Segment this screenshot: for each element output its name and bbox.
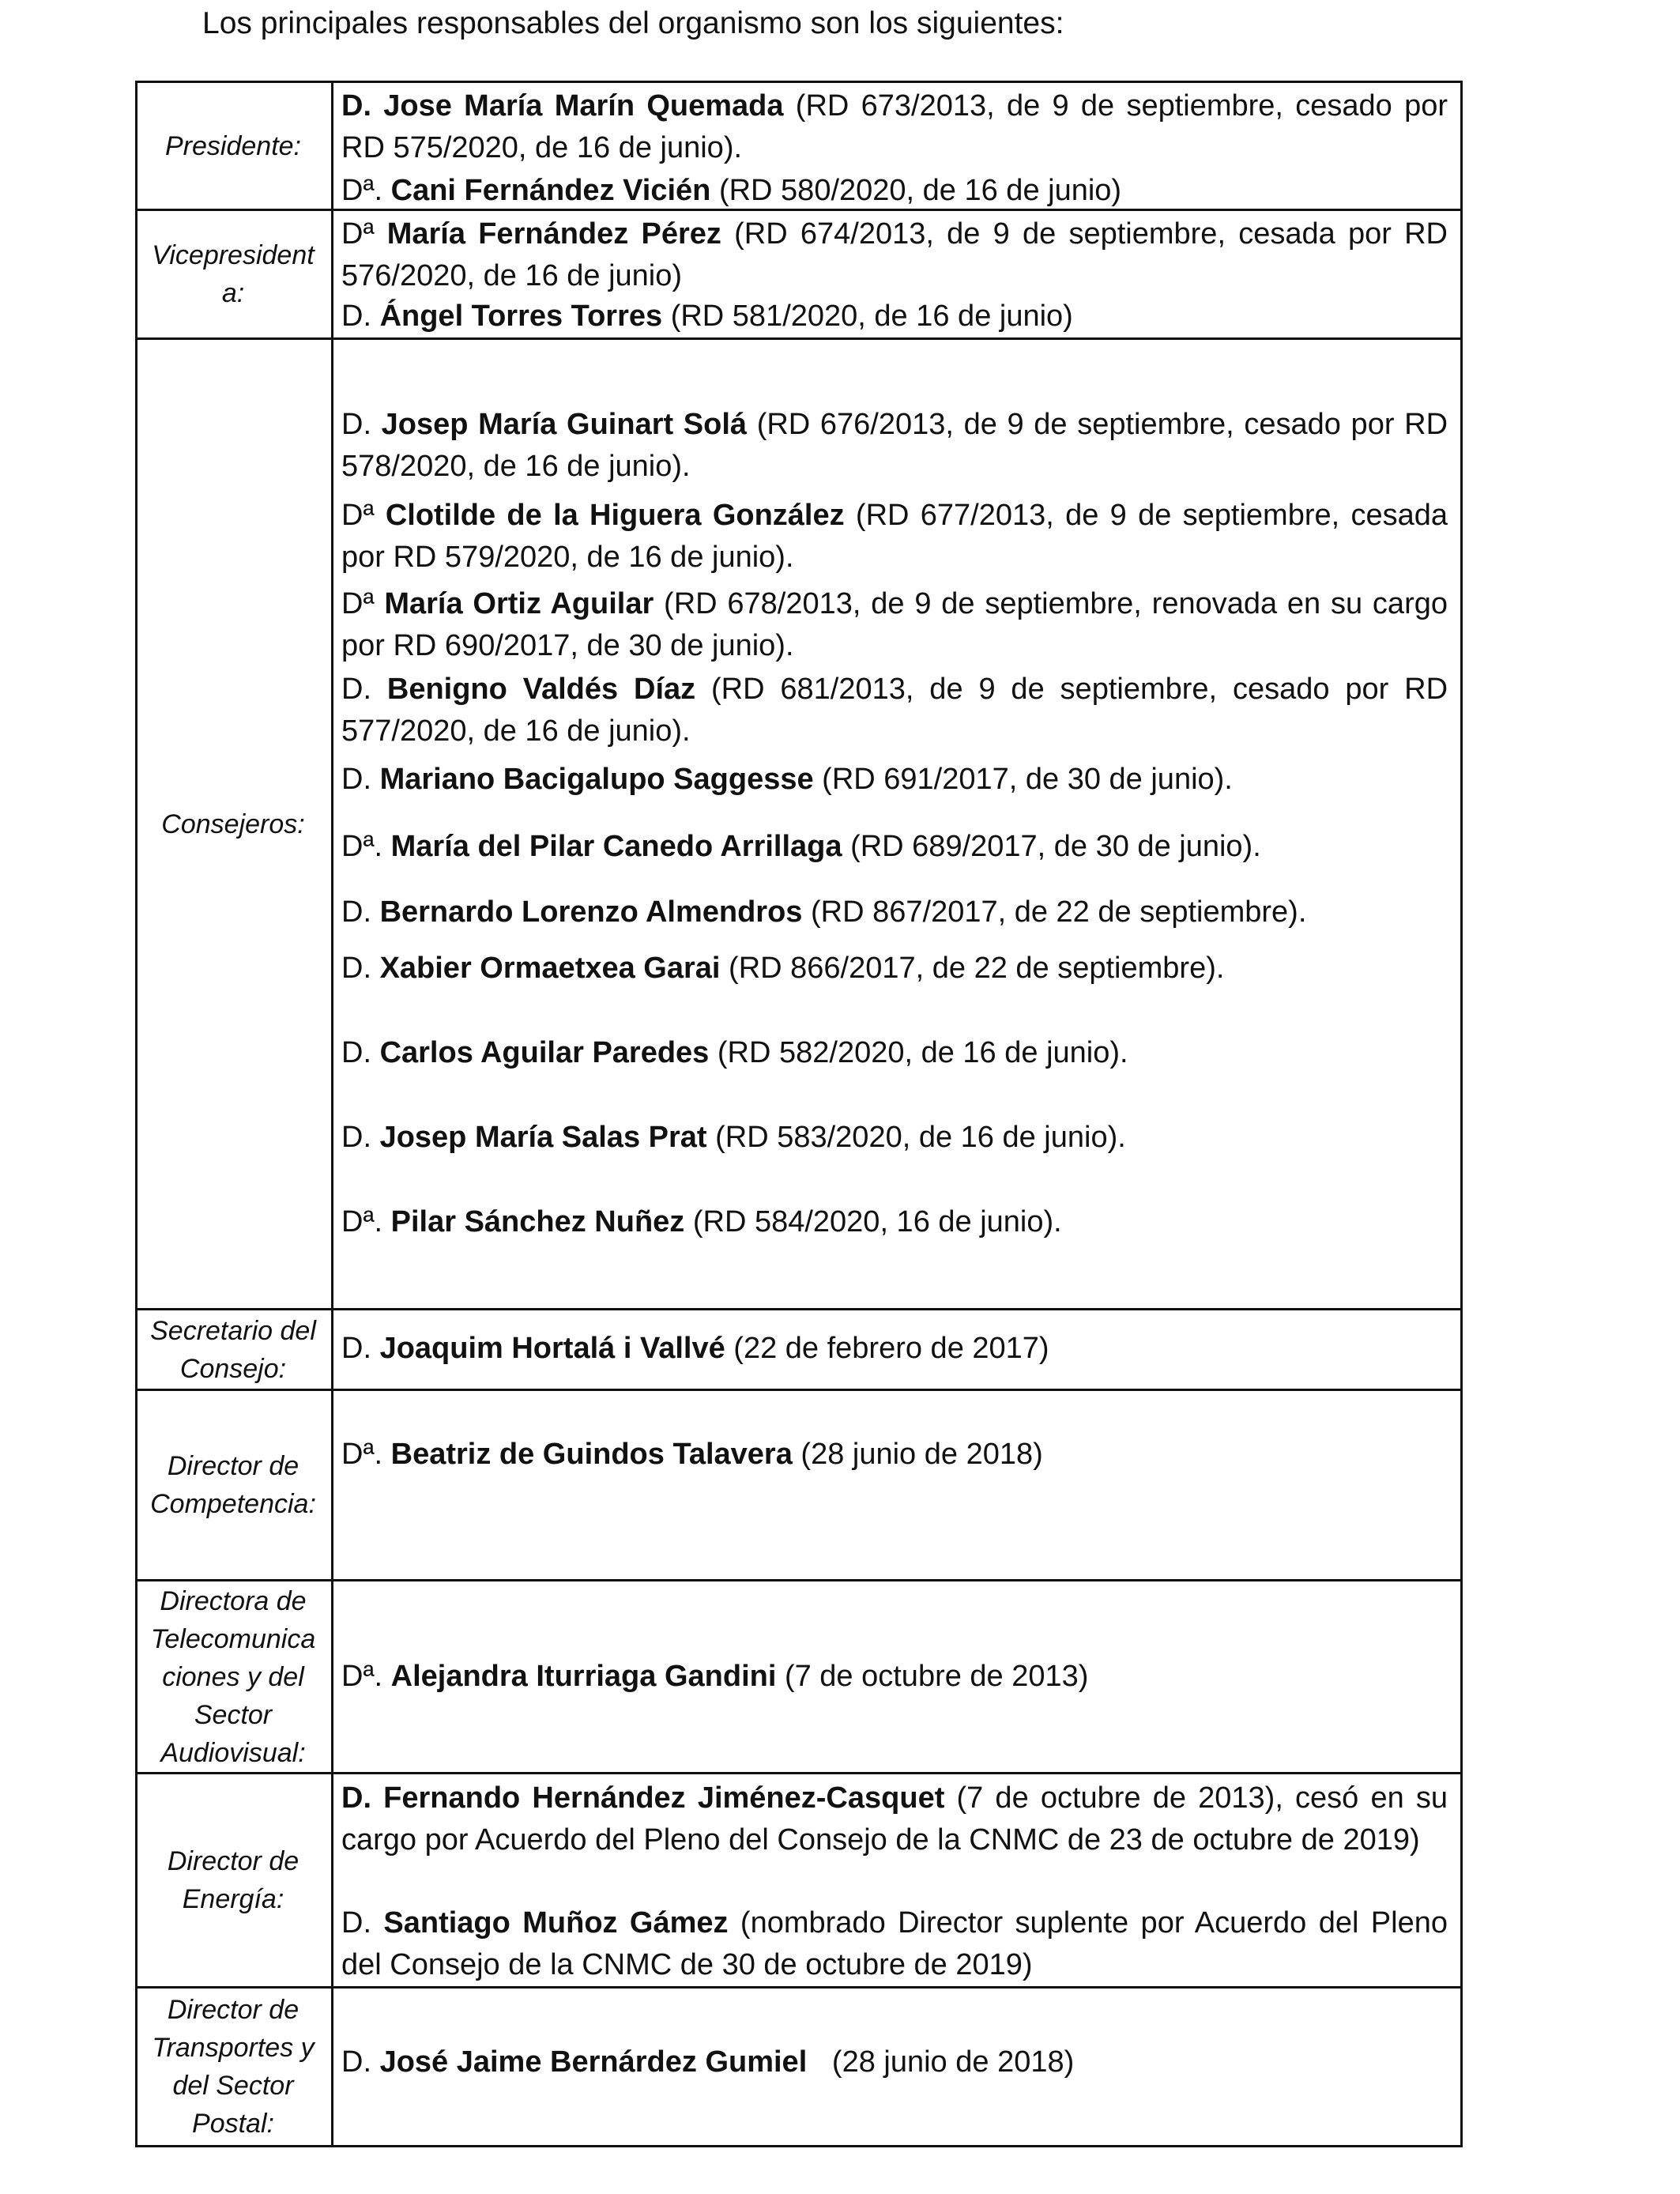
title-prefix: Dª. [341, 174, 391, 207]
role-label-line: Competencia: [150, 1489, 316, 1519]
person-name: D. Fernando Hernández Jiménez-Casquet [341, 1781, 945, 1815]
role-label-line: Presidente: [165, 130, 301, 161]
appointment-detail: (RD 584/2020, 16 de junio). [684, 1205, 1062, 1238]
table-top-border [135, 81, 1463, 83]
title-prefix: D. [341, 952, 380, 985]
appointment-entry [341, 1777, 1456, 1861]
title-prefix: D. [341, 2045, 380, 2079]
title-prefix: Dª. [341, 830, 391, 863]
appointment-detail: (RD 582/2020, de 16 de junio). [709, 1036, 1128, 1069]
row-divider [135, 1772, 1463, 1774]
role-label-line: Secretario del [150, 1315, 316, 1346]
intro-text: Los principales responsables del organismo son los siguientes: [202, 6, 1064, 40]
role-label-line: Director de [167, 1451, 299, 1481]
appointment-detail: (22 de febrero de 2017) [725, 1332, 1049, 1365]
appointment-detail: (RD 580/2020, de 16 de junio) [710, 174, 1122, 207]
appointment-detail: (7 de octubre de 2013), cesó en su cargo por Acuerdo del Pleno del Consejo de la CNMC de 23 de octubre de 2019) [341, 1781, 1456, 1857]
person-name: Ángel Torres Torres [379, 300, 663, 333]
appointment-detail: (RD 681/2013, de 9 de septiembre, cesado por RD 577/2020, de 16 de junio). [341, 673, 1456, 748]
appointment-detail: (28 junio de 2018) [792, 1438, 1043, 1471]
person-name: Carlos Aguilar Paredes [379, 1036, 710, 1069]
table-right-border [1460, 81, 1463, 2147]
appointment-detail: (RD 673/2013, de 9 de septiembre, cesado por RD 575/2020, de 16 de junio). [341, 89, 1456, 164]
row-divider [135, 1389, 1463, 1391]
person-name: Alejandra Iturriaga Gandini [390, 1660, 777, 1693]
role-label-line: Directora de [160, 1585, 307, 1616]
appointment-entry [341, 213, 1456, 297]
person-name: Xabier Ormaetxea Garai [379, 952, 721, 985]
title-prefix: D. [341, 1121, 380, 1154]
appointment-detail: (7 de octubre de 2013) [776, 1660, 1089, 1693]
title-prefix: Dª. [341, 1205, 391, 1238]
row-divider [135, 1986, 1463, 1989]
table-bottom-border [135, 2145, 1463, 2147]
appointment-detail: (RD 867/2017, de 22 de septiembre). [802, 895, 1307, 929]
appointment-entry [341, 1902, 1456, 1986]
role-label-line: del Sector [172, 2071, 294, 2101]
role-label-line: Vicepresident [152, 240, 315, 270]
appointment-detail: (28 junio de 2018) [807, 2045, 1075, 2079]
appointment-entry [341, 2041, 1448, 2083]
appointment-entry [341, 404, 1456, 488]
appointment-detail: (RD 866/2017, de 22 de septiembre). [720, 952, 1225, 985]
person-name: Benigno Valdés Díaz [386, 673, 696, 706]
person-name: Santiago Muñoz Gámez [383, 1906, 729, 1940]
role-label-line: Audiovisual: [160, 1737, 306, 1768]
appointment-entry [341, 1328, 1448, 1370]
role-label [135, 1774, 331, 1986]
role-label [135, 1391, 331, 1579]
role-label-line: a: [221, 278, 245, 308]
role-label [135, 1310, 331, 1389]
appointment-detail: (nombrado Director suplente por Acuerdo del Pleno del Consejo de la CNMC de 30 de octubre de 2019) [341, 1906, 1456, 1981]
appointment-entry [341, 669, 1456, 752]
person-name: José Jaime Bernárdez Gumiel [379, 2045, 808, 2079]
role-label [135, 340, 331, 1308]
role-label [135, 83, 331, 209]
appointment-entry [341, 85, 1456, 169]
appointment-entry [341, 583, 1456, 667]
person-name: María Ortiz Aguilar [384, 587, 654, 620]
appointment-entry [341, 1117, 1448, 1159]
title-prefix: D. [341, 408, 382, 441]
appointment-entry [341, 759, 1448, 801]
row-divider [135, 1308, 1463, 1310]
person-name: Clotilde de la Higuera González [385, 499, 845, 532]
person-name: Josep María Salas Prat [379, 1121, 707, 1154]
title-prefix: D. [341, 763, 380, 796]
person-name: Joaquim Hortalá i Vallvé [379, 1332, 725, 1365]
person-name: D. Jose María Marín Quemada [341, 89, 784, 123]
role-label-line: Transportes y [152, 2033, 315, 2063]
title-prefix: D. [341, 1906, 384, 1940]
role-label-line: Consejeros: [161, 809, 305, 839]
person-name: Cani Fernández Vicién [390, 174, 711, 207]
title-prefix: Dª [341, 217, 387, 251]
appointment-entry [341, 1656, 1448, 1698]
appointment-detail: (RD 689/2017, de 30 de junio). [842, 830, 1261, 863]
title-prefix: Dª [341, 499, 386, 532]
appointment-detail: (RD 677/2013, de 9 de septiembre, cesada por RD 579/2020, de 16 de junio). [341, 499, 1456, 574]
role-label [135, 211, 331, 337]
role-label-line: Director de [167, 1846, 299, 1876]
appointment-entry [341, 495, 1456, 579]
title-prefix: Dª. [341, 1438, 391, 1471]
person-name: María del Pilar Canedo Arrillaga [390, 830, 842, 863]
appointment-entry [341, 1032, 1448, 1074]
role-label-line: Sector [194, 1699, 273, 1730]
appointment-entry [341, 296, 1448, 337]
title-prefix: D. [341, 1036, 380, 1069]
role-label-line: Energía: [182, 1884, 284, 1914]
row-divider [135, 1579, 1463, 1581]
person-name: María Fernández Pérez [386, 217, 721, 251]
row-divider [135, 337, 1463, 340]
appointment-detail: (RD 678/2013, de 9 de septiembre, renovada en su cargo por RD 690/2017, de 30 de junio). [341, 587, 1456, 662]
title-prefix: Dª. [341, 1660, 391, 1693]
appointment-entry [341, 892, 1448, 933]
person-name: Josep María Guinart Solá [381, 408, 748, 441]
role-label-line: Postal: [192, 2109, 274, 2139]
role-label-line: Director de [167, 1995, 299, 2025]
appointment-entry [341, 1201, 1448, 1243]
appointment-entry [341, 170, 1448, 212]
person-name: Pilar Sánchez Nuñez [390, 1205, 685, 1238]
role-label-line: Telecomunica [150, 1623, 316, 1654]
title-prefix: D. [341, 895, 380, 929]
role-label-line: Consejo: [179, 1353, 287, 1384]
role-label [135, 1989, 331, 2145]
table-column-divider [331, 81, 333, 2147]
role-label-line: ciones y del [162, 1661, 304, 1692]
title-prefix: D. [341, 1332, 380, 1365]
appointment-detail: (RD 676/2013, de 9 de septiembre, cesado por RD 578/2020, de 16 de junio). [341, 408, 1456, 483]
person-name: Mariano Bacigalupo Saggesse [379, 763, 814, 796]
appointment-detail: (RD 583/2020, de 16 de junio). [706, 1121, 1126, 1154]
title-prefix: Dª [341, 587, 385, 620]
appointment-detail: (RD 674/2013, de 9 de septiembre, cesada por RD 576/2020, de 16 de junio) [341, 217, 1456, 292]
appointment-entry [341, 1434, 1448, 1476]
appointment-detail: (RD 581/2020, de 16 de junio) [662, 300, 1073, 333]
title-prefix: D. [341, 300, 380, 333]
role-label [135, 1581, 331, 1772]
person-name: Bernardo Lorenzo Almendros [379, 895, 803, 929]
appointment-detail: (RD 691/2017, de 30 de junio). [813, 763, 1233, 796]
appointment-entry [341, 826, 1448, 868]
person-name: Beatriz de Guindos Talavera [390, 1438, 793, 1471]
appointment-entry [341, 948, 1448, 990]
title-prefix: D. [341, 673, 387, 706]
